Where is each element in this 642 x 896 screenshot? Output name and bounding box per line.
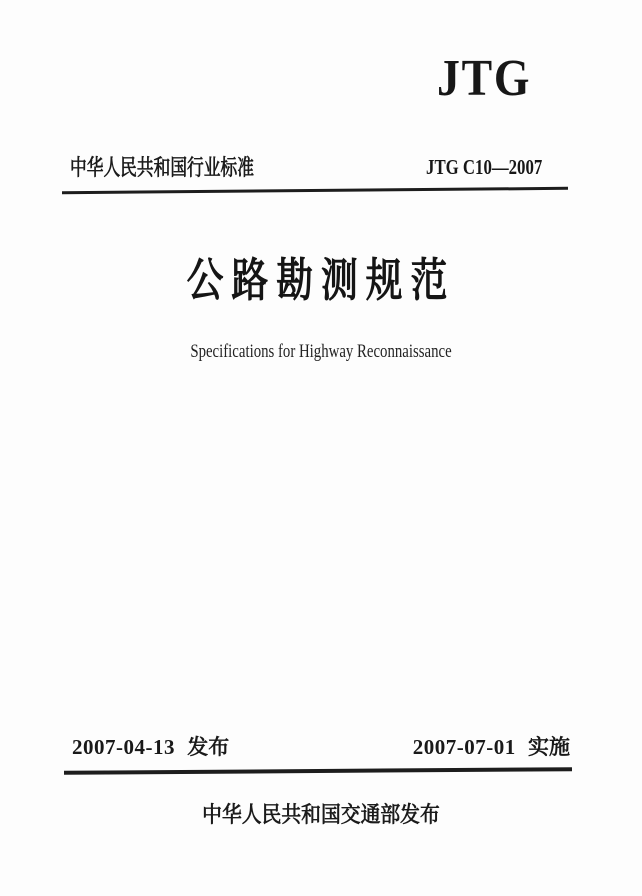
issue-date (72, 737, 229, 758)
effective-date-value: 2007-07-01 (412, 735, 516, 759)
effective-date-label: 实施 (528, 736, 570, 759)
issuing-authority: 中华人民共和国交通部发布 (202, 802, 440, 827)
standard-code: JTG C10—2007 (425, 155, 542, 179)
issue-date-value: 2007-04-13 (72, 735, 175, 759)
document-title-english: Specifications for Highway Reconnaissance (190, 341, 452, 362)
effective-date (413, 737, 570, 758)
footer-divider-rule (64, 767, 572, 775)
issue-date-label: 发布 (187, 736, 230, 759)
document-title-chinese: 公路勘测规范 (186, 255, 456, 306)
jtg-logo: JTG (437, 50, 532, 107)
standard-type-heading: 中华人民共和国行业标准 (70, 155, 254, 180)
header-divider-rule (62, 187, 568, 194)
